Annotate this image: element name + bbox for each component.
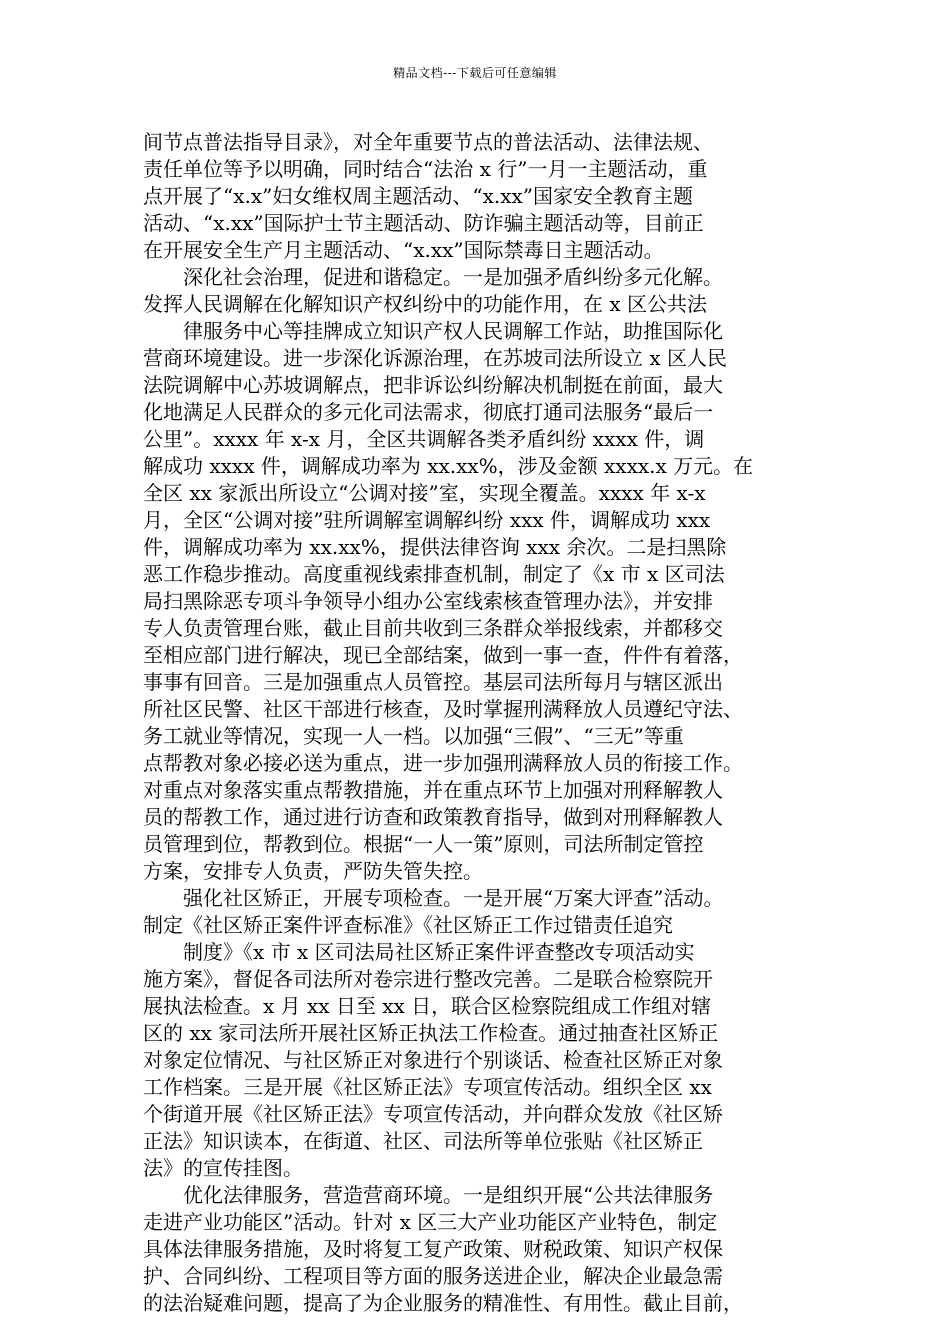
text-line: 发挥人民调解在化解知识产权纠纷中的功能作用，在 x 区公共法 (143, 292, 707, 316)
text-line: 制定《社区矫正案件评查标准》《社区矫正工作过错责任追究 (143, 913, 673, 937)
text-line: 正法》知识读本，在街道、社区、司法所等单位张贴《社区矫正 (143, 1129, 703, 1153)
text-line: 护、合同纠纷、工程项目等方面的服务送进企业，解决企业最急需 (143, 1264, 723, 1288)
text-line: 对重点对象落实重点帮教措施，并在重点环节上加强对刑释解教人 (143, 778, 723, 802)
text-line: 解成功 xxxx 件，调解成功率为 xx.xx%，涉及金额 xxxx.x 万元。在 (143, 454, 754, 478)
text-line: 公里”。xxxx 年 x-x 月，全区共调解各类矛盾纠纷 xxxx 件，调 (143, 427, 705, 451)
text-line: 点开展了“x.x”妇女维权周主题活动、“x.xx”国家安全教育主题 (143, 184, 694, 208)
text-line: 对象定位情况、与社区矫正对象进行个别谈话、检查社区矫正对象 (143, 1048, 723, 1072)
text-line: 间节点普法指导目录》，对全年重要节点的普法活动、法律法规、 (143, 130, 713, 154)
text-line: 走进产业功能区”活动。针对 x 区三大产业功能区产业特色，制定 (143, 1210, 718, 1234)
text-line: 在开展安全生产月主题活动、“x.xx”国际禁毒日主题活动。 (143, 238, 664, 262)
text-line: 展执法检查。x 月 xx 日至 xx 日，联合区检察院组成工作组对辖 (143, 994, 712, 1018)
text-line: 员的帮教工作，通过进行访查和政策教育指导，做到对刑释解教人 (143, 805, 723, 829)
text-line: 务工就业等情况，实现一人一档。以加强“三假”、“三无”等重 (143, 724, 684, 748)
text-line: 强化社区矫正，开展专项检查。一是开展“万案大评查”活动。 (183, 886, 724, 910)
text-line: 员管理到位，帮教到位。根据“一人一策”原则，司法所制定管控 (143, 832, 704, 856)
text-line: 深化社会治理，促进和谐稳定。一是加强矛盾纠纷多元化解。 (183, 265, 723, 289)
text-line: 方案，安排专人负责，严防失管失控。 (143, 859, 483, 883)
text-line: 施方案》，督促各司法所对卷宗进行整改完善。二是联合检察院开 (143, 967, 713, 991)
text-line: 责任单位等予以明确，同时结合“法治 x 行”一月一主题活动，重 (143, 157, 708, 181)
text-line: 具体法律服务措施，及时将复工复产政策、财税政策、知识产权保 (143, 1237, 723, 1261)
text-line: 恶工作稳步推动。高度重视线索排查机制，制定了《x 市 x 区司法 (143, 562, 725, 586)
text-line: 全区 xx 家派出所设立“公调对接”室，实现全覆盖。xxxx 年 x-x (143, 481, 706, 505)
text-line: 的法治疑难问题，提高了为企业服务的精准性、有用性。截止目前， (143, 1291, 743, 1315)
text-line: 律服务中心等挂牌成立知识产权人民调解工作站，助推国际化 (183, 319, 723, 343)
document-body (143, 129, 823, 1317)
text-line: 个街道开展《社区矫正法》专项宣传活动，并向群众发放《社区矫 (143, 1102, 723, 1126)
text-line: 月，全区“公调对接”驻所调解室调解纠纷 xxx 件，调解成功 xxx (143, 508, 711, 532)
text-line: 至相应部门进行解决，现已全部结案，做到一事一查，件件有着落， (143, 643, 743, 667)
text-line: 点帮教对象必接必送为重点，进一步加强刑满释放人员的衔接工作。 (143, 751, 743, 775)
page-header: 精品文档---下载后可任意编辑 (393, 66, 557, 80)
text-line: 法院调解中心苏坡调解点，把非诉讼纠纷解决机制挺在前面，最大 (143, 373, 723, 397)
text-line: 工作档案。三是开展《社区矫正法》专项宣传活动。组织全区 xx (143, 1075, 712, 1099)
text-line: 事事有回音。三是加强重点人员管控。基层司法所每月与辖区派出 (143, 670, 723, 694)
text-line: 优化法律服务，营造营商环境。一是组织开展“公共法律服务 (183, 1183, 714, 1207)
text-line: 法》的宣传挂图。 (143, 1156, 303, 1180)
text-line: 制度》《x 市 x 区司法局社区矫正案件评查整改专项活动实 (183, 940, 695, 964)
text-line: 所社区民警、社区干部进行核查，及时掌握刑满释放人员遵纪守法、 (143, 697, 743, 721)
text-line: 局扫黑除恶专项斗争领导小组办公室线索核查管理办法》，并安排 (143, 589, 713, 613)
text-line: 件，调解成功率为 xx.xx%，提供法律咨询 xxx 余次。二是扫黑除 (143, 535, 727, 559)
text-line: 活动、“x.xx”国际护士节主题活动、防诈骗主题活动等，目前正 (143, 211, 704, 235)
text-line: 营商环境建设。进一步深化诉源治理，在苏坡司法所设立 x 区人民 (143, 346, 727, 370)
text-line: 专人负责管理台账，截止目前共收到三条群众举报线索，并都移交 (143, 616, 723, 640)
text-line: 化地满足人民群众的多元化司法需求，彻底打通司法服务“最后一 (143, 400, 714, 424)
text-line: 区的 xx 家司法所开展社区矫正执法工作检查。通过抽查社区矫正 (143, 1021, 719, 1045)
